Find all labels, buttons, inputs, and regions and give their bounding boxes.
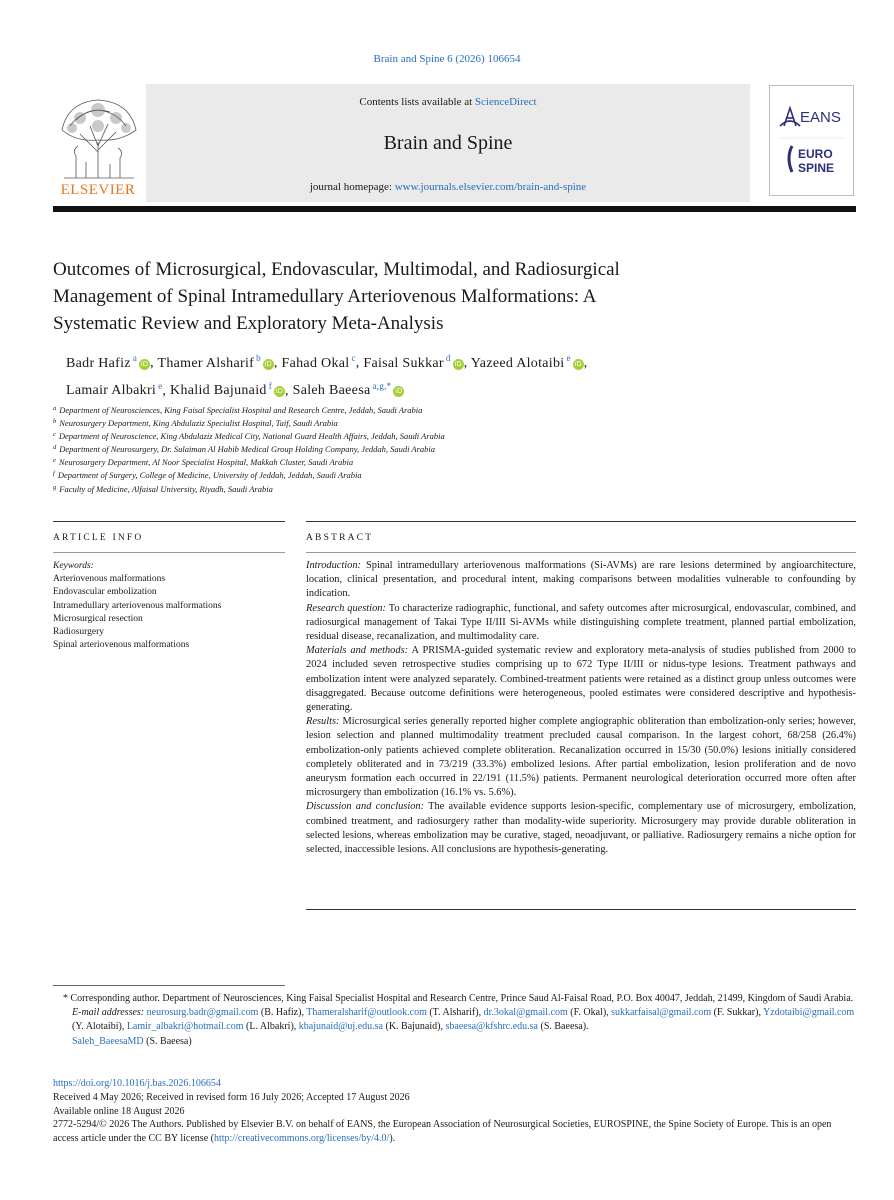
author-affiliation-marker[interactable]: c [351,353,356,363]
orcid-icon[interactable]: iD [454,360,462,368]
email-addresses: E-mail addresses: neurosurg.badr@gmail.com (B. Hafiz), Thameralsharif@outlook.com (T. Alsharif), dr.3okal@gmail.com (F. Okal), sukkarfaisal@gmail.com (F. Sukkar), Yzdotaibi@gmail.com (Y. Alotaibi), Lamir_albakri@hotmail.com (L. Albakri), kbajunaid@uj.edu.sa (K. Bajunaid), sbaeesa@kfshrc.edu.sa (S. Baeesa). Saleh_BaeesaMD (S. Baeesa) [72,1007,855,1047]
keyword: Spinal arteriovenous malformations [53,640,190,651]
orcid-icon[interactable]: iD [264,360,273,368]
homepage-line [146,181,750,193]
license-statement [53,1118,856,1146]
journal-reference[interactable]: Brain and Spine 6 (2026) 106654 [373,53,521,65]
paper-title [53,256,833,337]
author[interactable] [363,353,463,371]
keyword: Microsurgical resection [53,613,143,624]
affiliation-text: Department of Neurosciences, King Faisal Specialist Hospital and Research Centre, Jeddah, Saudi Arabia [59,405,423,415]
abstract-rule-2 [306,552,856,553]
author-name: Fahad Okal [281,355,350,371]
affiliation-key: c [53,431,56,439]
affiliation-key: g [53,483,57,491]
affiliation [53,455,833,468]
homepage-link[interactable]: www.journals.elsevier.com/brain-and-spine [394,181,587,193]
email-link[interactable]: dr.3okal@gmail.com [483,1007,568,1019]
affiliation-text: Department of Surgery, College of Medicine, University of Jeddah, Jeddah, Saudi Arabia [57,470,362,481]
affiliations [53,403,833,495]
available-online: Available online 18 August 2026 [53,1105,185,1117]
email-owner: (Y. Alotaibi) [72,1021,122,1033]
orcid-icon[interactable]: iD [275,388,284,396]
affiliation [53,442,833,455]
affiliation [53,416,833,429]
author-separator: , [463,355,471,371]
abstract-label: Materials and methods: [306,645,409,657]
author-separator: , [583,355,588,371]
email-link[interactable]: Lamir_albakri@hotmail.com [126,1021,244,1033]
author-affiliation-marker[interactable]: a [132,353,138,363]
received-dates: Received 4 May 2026; Received in revised form 16 July 2026; Accepted 17 August 2026 [53,1091,410,1103]
author-name: Faisal Sukkar [363,355,444,371]
abstract-rule [306,521,856,522]
doi-link[interactable]: https://doi.org/10.1016/j.bas.2026.106654 [53,1078,221,1089]
abstract-label: Results: [306,716,340,728]
title-line: Management of Spinal Intramedullary Arteriovenous Malformations: A [53,286,597,307]
author[interactable] [292,380,405,399]
article-info-rule [53,521,285,522]
author-name: Thamer Alsharif [157,355,255,371]
author[interactable] [470,353,584,371]
author-affiliation-marker[interactable]: a,g,* [372,380,392,391]
author-affiliation-marker[interactable]: b [256,353,261,363]
affiliation [53,403,833,416]
email-owner: (T. Alsharif) [429,1007,479,1019]
orcid-icon[interactable]: iD [574,360,582,368]
author[interactable] [66,353,150,371]
email-owner: (S. Baeesa) [146,1035,192,1047]
footnote-rule [53,985,285,986]
corresponding-author-note: * Corresponding author. Department of Neurosciences, King Faisal Specialist Hospital and Research Centre, Prince Saud Al-Faisal Road, P.O. Box 40047, Jeddah, 21499, Kingdom of Saudi Arabia. [63,993,854,1004]
author-name: Yazeed Alotaibi [470,355,565,371]
affiliation-key: d [53,444,57,452]
author-name: Saleh Baeesa [292,383,371,399]
abstract-conclusion [306,800,856,857]
email-owner: (B. Hafiz) [260,1007,302,1019]
affiliation-text: Faculty of Medicine, Alfaisal University, Riyadh, Saudi Arabia [59,483,273,494]
email-link[interactable]: kbajunaid@uj.edu.sa [298,1021,383,1033]
abstract-results [306,715,856,800]
email-owner: (K. Bajunaid) [385,1021,441,1033]
affiliation-key: f [53,470,55,478]
keyword: Arteriovenous malformations [53,574,166,585]
email-owner: (S. Baeesa). [540,1021,589,1033]
author-separator: , [162,383,171,399]
keyword: Radiosurgery [53,627,105,638]
article-info-rule-2 [53,552,285,553]
orcid-icon[interactable]: iD [395,388,403,396]
license-text: 2772-5294/© 2026 The Authors. Published by Elsevier B.V. on behalf of EANS, the European Association of Neurosurgical Societies, EUROSPINE, the Spine Society of Europe. This is an open access article under the CC BY license ( [53,1119,832,1145]
author[interactable] [281,353,356,371]
abstract-end-rule [306,909,856,910]
affiliation-key: e [53,457,56,465]
header-rule [53,206,856,212]
sciencedirect-link[interactable]: ScienceDirect [474,96,537,108]
elsevier-wordmark: ELSEVIER [60,182,136,198]
author-list [66,347,846,402]
abstract-text: Microsurgical series generally reported higher complete angiographic obliteration than embolization-only series; however, lesion selection and planned multimodality treatment precluded causal comparison. In the largest cohort, 68/258 (26.4%) embolization-only patients achieved complete obliteration. Recanalization occurred in 15/30 (50.0%) lesions initially considered completely obliterated and in 73/219 (33.3%) embolized lesions. After partial embolization, lesion proliferation and de novo aneurysm formation each occurred in 22/191 (11.5%) patients. Permanent neurological deterioration occurred more often after microsurgery than embolization (16.1% vs. 5.6%). [306,716,856,799]
eans-logo-icon [780,108,800,126]
publication-info [53,1077,856,1146]
abstract-text: The available evidence supports lesion-specific, complementary use of microsurgery, embolization, combined treatment, and radiosurgery rather than modality-wide superiority. Microsurgery may provide durable obliteration in selected lesions, whereas embolization may be curative, staged, neoadjuvant, or palliative. Radiosurgery remains a niche option for selected, inaccessible lesions. All conclusions are hypothesis-generating. [306,801,856,856]
author-separator: , [150,355,158,371]
email-link[interactable]: Yzdotaibi@gmail.com [763,1007,855,1019]
author-separator: , [273,355,282,371]
author-separator: , [285,383,293,399]
license-link[interactable]: http://creativecommons.org/licenses/by/4.0/ [213,1133,390,1145]
eurospine-logo-icon [789,146,792,172]
author[interactable] [66,380,163,399]
keyword: Intramedullary arteriovenous malformations [53,600,222,611]
society-logos [770,86,855,197]
author-affiliation-marker[interactable]: e [158,380,163,391]
journal-title: Brain and Spine [383,132,513,154]
email-link[interactable]: Saleh_BaeesaMD [72,1035,144,1047]
abstract-body [306,559,856,857]
affiliation-text: Neurosurgery Department, Al Noor Specialist Hospital, Makkah Cluster, Saudi Arabia [58,457,354,468]
affiliation-text: Department of Neuroscience, King Abdulaziz Medical City, National Guard Health Affairs, Jeddah, Saudi Arabia [58,431,445,442]
email-owner: (L. Albakri) [246,1021,294,1033]
author-name: Badr Hafiz [66,355,131,371]
author-separator: , [355,355,364,371]
abstract-label: Discussion and conclusion: [306,801,425,813]
email-link[interactable]: sukkarfaisal@gmail.com [611,1007,712,1019]
title-line: Outcomes of Microsurgical, Endovascular, Multimodal, and Radiosurgical [53,259,620,280]
keywords-block [53,560,285,652]
author[interactable] [170,380,285,399]
abstract-text: To characterize radiographic, functional, and safety outcomes after microsurgical, endovascular, combined, and radiosurgical management of Takai Type II/III Si-AVMs while distinguishing complete treatment, planned partial embolization, residual disease, recanalization, and multimodality care. [306,602,856,643]
author-affiliation-marker[interactable]: f [268,380,272,391]
email-owner: (F. Sukkar) [713,1007,759,1019]
abstract-methods [306,644,856,715]
contents-prefix: Contents lists available at [359,96,475,108]
affiliation-key: b [53,418,57,426]
eurospine-logo-text-2: SPINE [798,161,835,175]
eans-logo-text: EANS [800,109,841,126]
homepage-prefix: journal homepage: [309,181,395,193]
footnotes [53,992,856,1049]
title-line: Systematic Review and Exploratory Meta-Analysis [53,313,444,334]
keywords-label: Keywords: [53,561,94,571]
abstract-label: Research question: [306,602,386,614]
license-suffix: ). [389,1133,396,1145]
affiliation-key: a [53,405,57,412]
abstract-research-question [306,602,856,645]
author-affiliation-marker[interactable]: d [445,353,451,363]
abstract-heading: ABSTRACT [306,533,374,543]
author-name: Khalid Bajunaid [170,383,267,399]
email-link[interactable]: neurosurg.badr@gmail.com [146,1007,259,1019]
abstract-label: Introduction: [306,560,362,571]
abstract-introduction [306,559,856,602]
email-owner: (F. Okal) [570,1007,607,1019]
eurospine-logo-text-1: EURO [798,147,833,161]
article-info-heading: ARTICLE INFO [53,533,144,543]
abstract-text: A PRISMA-guided systematic review and exploratory meta-analysis of studies published from 2000 to 2024 included seven retrospective studies comprising up to 672 Type II/III or nidus-type lesions. Treatment pathways and embolization intent were analyzed separately. Combined-treatment patients were retained as a distinct group unless outcomes were disaggregated. Because outcome definitions were heterogeneous, pooled estimates were considered descriptive and hypothesis-generating. [306,645,857,714]
affiliation-text: Department of Neurosurgery, Dr. Sulaiman Al Habib Medical Group Holding Company, Jeddah, Saudi Arabia [59,444,436,455]
affiliation-text: Neurosurgery Department, King Abdulaziz Specialist Hospital, Taif, Saudi Arabia [59,418,338,429]
affiliation [53,429,833,442]
author-affiliation-marker[interactable]: e [566,353,571,363]
keyword: Endovascular embolization [53,587,157,598]
email-link[interactable]: sbaeesa@kfshrc.edu.sa [445,1021,538,1033]
affiliation [53,482,833,495]
contents-line [146,96,750,108]
affiliation [53,468,833,481]
author[interactable] [157,353,273,371]
email-label: E-mail addresses: [72,1007,145,1019]
author-name: Lamair Albakri [66,383,157,399]
orcid-icon[interactable]: iD [141,360,149,368]
email-link[interactable]: Thameralsharif@outlook.com [306,1007,427,1019]
abstract-text: Spinal intramedullary arteriovenous malformations (Si-AVMs) are rare lesions determined by angioarchitecture, location, clinical presentation, and procedural intent, making comparisons between modalities vulnerable to confounding by indication. [306,560,856,600]
society-logo-box[interactable] [769,85,854,196]
